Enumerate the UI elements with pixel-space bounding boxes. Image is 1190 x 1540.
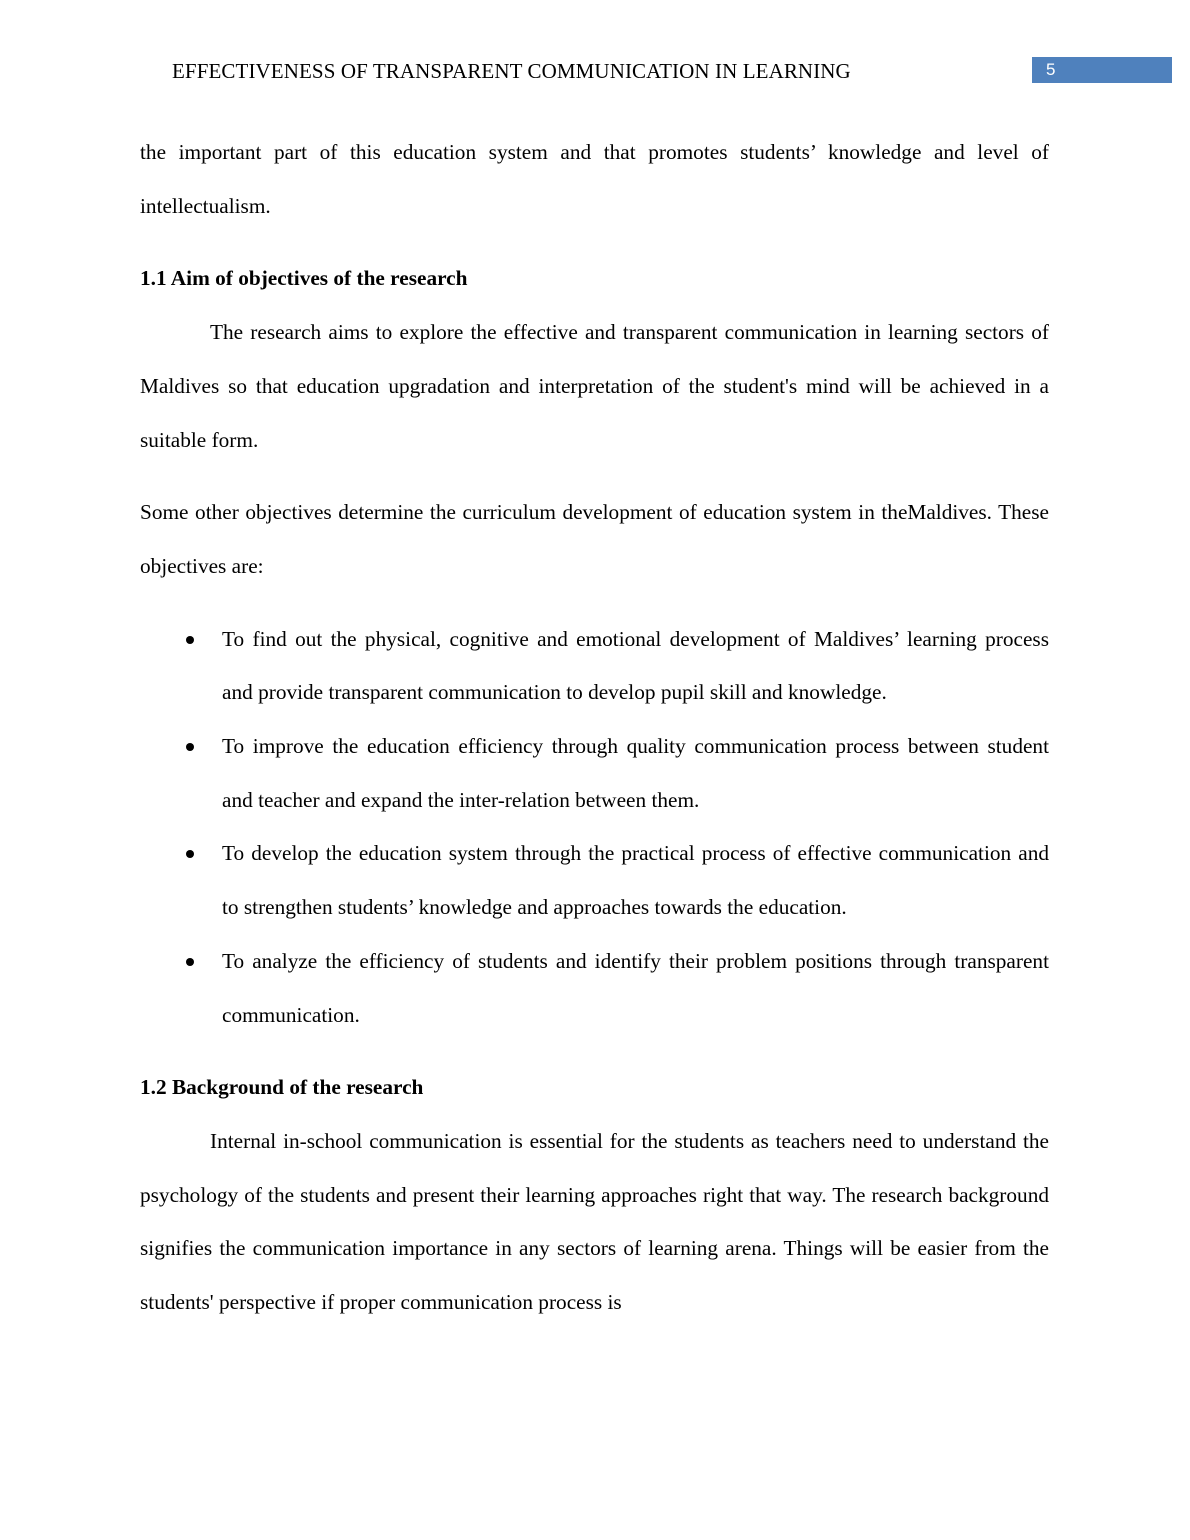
section-heading-aims: 1.1 Aim of objectives of the research [140, 266, 468, 291]
page-body [140, 126, 1049, 1330]
bullet-icon [186, 958, 194, 966]
objective-text: To develop the education system through the practical process of effective communication and to strengthen students’ knowledge and approaches towards the education. [222, 841, 1049, 920]
objectives-list [140, 613, 1049, 1043]
continuation-paragraph: the important part of this education system and that promotes students’ knowledge and level of intellectualism. [140, 140, 1049, 218]
objectives-intro-paragraph: Some other objectives determine the curriculum development of education system in theMaldives. These objectives are: [140, 500, 1049, 578]
bullet-icon [186, 743, 194, 751]
objective-item [140, 935, 1049, 1042]
section-heading-background: 1.2 Background of the research [140, 1075, 424, 1100]
objective-text: To find out the physical, cognitive and emotional development of Maldives’ learning process and provide transparent communication to develop pupil skill and knowledge. [222, 626, 1049, 705]
background-paragraph: Internal in-school communication is essential for the students as teachers need to understand the psychology of the students and present their learning approaches right that way. The research background signifies the communication importance in any sectors of learning arena. Things will be easier from the students' perspective if proper communication process is [140, 1128, 1049, 1315]
objective-item [140, 827, 1049, 934]
objective-text: To analyze the efficiency of students and identify their problem positions through transparent communication. [222, 948, 1049, 1027]
objective-item [140, 613, 1049, 720]
objective-text: To improve the education efficiency through quality communication process between student and teacher and expand the inter-relation between them. [222, 734, 1049, 812]
objective-item [140, 720, 1049, 827]
aims-paragraph: The research aims to explore the effective and transparent communication in learning sectors of Maldives so that education upgradation and interpretation of the student's mind will be achieved in a suitable form. [140, 320, 1049, 452]
bullet-icon [186, 850, 194, 858]
running-header-title: EFFECTIVENESS OF TRANSPARENT COMMUNICATION IN LEARNING [172, 59, 851, 83]
bullet-icon [186, 636, 194, 644]
page-number-badge: 5 [1032, 57, 1172, 83]
